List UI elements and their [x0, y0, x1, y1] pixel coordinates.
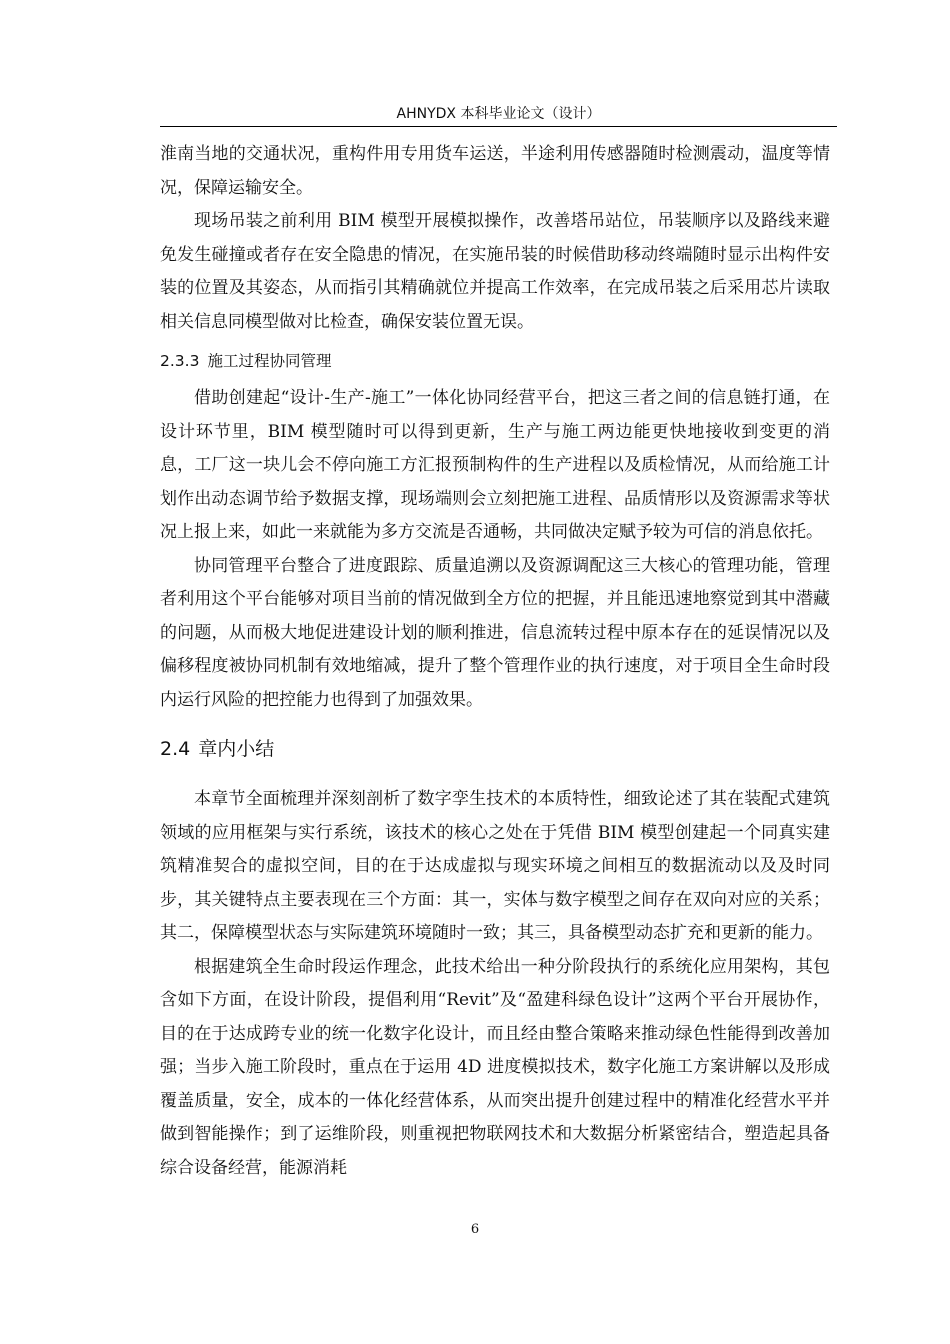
section-title: 章内小结 — [198, 738, 275, 760]
paragraph: 本章节全面梳理并深刻剖析了数字孪生技术的本质特性，细致论述了其在装配式建筑领域的应用框架与实行系统，该技术的核心之处在于凭借 BIM 模型创建起一个同真实建筑精准契合的虚拟空间，目的在于达成虚拟与现实环境之间相互的数据流动以及及时同步，其关键特点主要表现在三个方面：其一，实体与数字模型之间存在双向对应的关系；其二，保障模型状态与实际建筑环境随时一致；其三，具备模型动态扩充和更新的能力。 — [160, 789, 830, 943]
paragraph: 协同管理平台整合了进度跟踪、质量追溯以及资源调配这三大核心的管理功能，管理者利用这个平台能够对项目当前的情况做到全方位的把握，并且能迅速地察觉到其中潜藏的问题，从而极大地促进建设计划的顺利推进，信息流转过程中原本存在的延误情况以及偏移程度被协同机制有效地缩减，提升了整个管理作业的执行速度，对于项目全生命时段内运行风险的把控能力也得到了加强效果。 — [160, 555, 830, 710]
paragraph: 现场吊装之前利用 BIM 模型开展模拟操作，改善塔吊站位，吊装顺序以及路线来避免发生碰撞或者存在安全隐患的情况，在实施吊装的时候借助移动终端随时显示出构件安装的位置及其姿态，从而指引其精确就位并提高工作效率，在完成吊装之后采用芯片读取相关信息同模型做对比检查，确保安装位置无误。 — [160, 211, 830, 332]
section-heading-2-3-3 — [160, 345, 830, 378]
document-body — [160, 138, 830, 1185]
section-number: 2.4 — [160, 738, 191, 760]
paragraph: 根据建筑全生命时段运作理念，此技术给出一种分阶段执行的系统化应用架构，其包含如下方面，在设计阶段，提倡利用“Revit”及“盈建科绿色设计”这两个平台开展协作，目的在于达成跨专业的统一化数字化设计，而且经由整合策略来推动绿色性能得到改善加强；当步入施工阶段时，重点在于运用 4D 进度模拟技术，数字化施工方案讲解以及形成覆盖质量，安全，成本的一体化经营体系，从而突出提升创建过程中的精准化经营水平并做到智能操作；到了运维阶段，则重视把物联网技术和大数据分析紧密结合，塑造起具备综合设备经营，能源消耗 — [160, 956, 830, 1178]
section-heading-2-4 — [160, 729, 830, 769]
section-number: 2.3.3 — [160, 352, 200, 370]
page-header — [160, 104, 837, 127]
paragraph: 借助创建起“设计-生产-施工”一体化协同经营平台，把这三者之间的信息链打通，在设计环节里，BIM 模型随时可以得到更新，生产与施工两边能更快地接收到变更的消息，工厂这一块儿会不停向施工方汇报预制构件的生产进程以及质检情况，从而给施工计划作出动态调节给予数据支撑，现场端则会立刻把施工进程、品质情形以及资源需求等状况上报上来，如此一来就能为多方交流是否通畅，共同做决定赋予较为可信的消息依托。 — [160, 388, 830, 542]
paragraph: 淮南当地的交通状况，重构件用专用货车运送，半途利用传感器随时检测震动，温度等情况，保障运输安全。 — [160, 144, 830, 198]
section-title: 施工过程协同管理 — [207, 352, 332, 370]
header-title: AHNYDX 本科毕业论文（设计） — [396, 106, 601, 122]
page-number: 6 — [470, 1222, 480, 1237]
